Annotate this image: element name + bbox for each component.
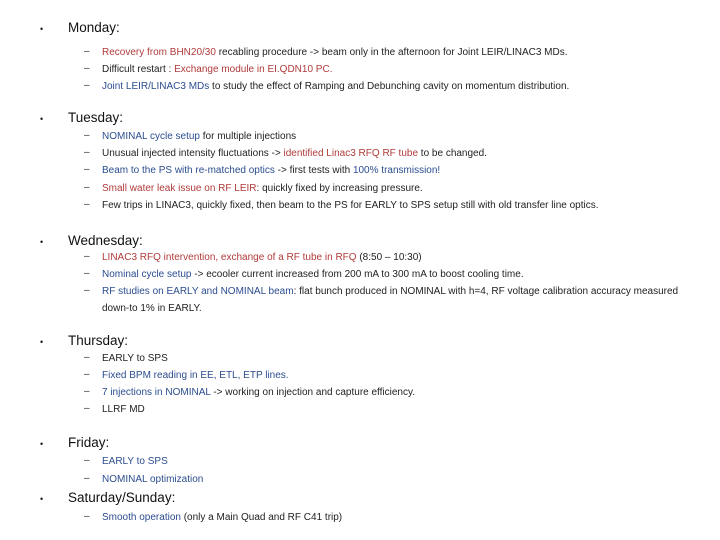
item-text: (8:50 – 10:30) (356, 252, 422, 263)
list-item (102, 44, 697, 61)
item-highlight: Nominal cycle setup (102, 269, 192, 280)
item-highlight: identified Linac3 RFQ RF tube (283, 148, 419, 159)
item-text: : flat bunch produced in NOMINAL with h=4, RF voltage calibration accuracy measured down-to 1% in EARLY. (102, 286, 679, 314)
item-text: Few trips in LINAC3, quickly fixed, then beam to the PS for EARLY to SPS setup still with old transfer line optics. (102, 200, 599, 211)
list-item (102, 266, 697, 283)
item-highlight: NOMINAL cycle setup (102, 131, 200, 142)
item-text: (only a Main Quad and RF C41 trip) (180, 512, 343, 523)
item-dash: – (84, 164, 90, 175)
item-text: -> ecooler current increased from 200 mA to 300 mA to boost cooling time. (191, 269, 524, 280)
list-item (102, 249, 697, 266)
item-text: to study the effect of Ramping and Debunching cavity on momentum distribution. (209, 81, 570, 92)
day-heading: Thursday: (68, 333, 129, 348)
item-dash: – (84, 386, 90, 397)
item-dash: – (84, 511, 90, 522)
list-item (102, 350, 697, 367)
item-dash: – (84, 199, 90, 210)
day-heading: Monday: (68, 20, 120, 35)
item-text: -> first tests with (274, 165, 353, 176)
list-item (102, 401, 697, 418)
day-bullet: • (40, 24, 44, 34)
day-heading: Friday: (68, 435, 110, 450)
day-bullet: • (40, 237, 44, 247)
list-item (102, 61, 697, 78)
item-text: EARLY to SPS (102, 353, 168, 364)
item-text: -> working on injection and capture efficiency. (210, 387, 416, 398)
item-dash: – (84, 455, 90, 466)
item-dash: – (84, 369, 90, 380)
item-text: recabling procedure -> beam only in the afternoon for Joint LEIR/LINAC3 MDs. (215, 47, 568, 58)
day-bullet: • (40, 494, 44, 504)
item-highlight: 100% transmission! (352, 165, 441, 176)
item-highlight: Exchange module in EI.QDN10 PC. (174, 64, 333, 75)
list-item (102, 509, 697, 526)
day-bullet: • (40, 337, 44, 347)
list-item (102, 453, 697, 470)
item-text: LLRF MD (102, 404, 145, 415)
item-text: for multiple injections (200, 131, 297, 142)
item-text: : quickly fixed by increasing pressure. (256, 183, 423, 194)
list-item (102, 367, 697, 384)
item-highlight: LINAC3 RFQ intervention, exchange of a RF tube in RFQ (102, 252, 357, 263)
item-dash: – (84, 268, 90, 279)
item-highlight: Recovery from BHN20/30 (102, 47, 216, 58)
item-highlight: EARLY to SPS (102, 456, 168, 467)
item-highlight: NOMINAL optimization (102, 474, 204, 485)
day-bullet: • (40, 114, 44, 124)
item-dash: – (84, 46, 90, 57)
item-dash: – (84, 473, 90, 484)
item-text: Unusual injected intensity fluctuations -> (102, 148, 284, 159)
item-dash: – (84, 403, 90, 414)
item-highlight: Fixed BPM reading in EE, ETL, ETP lines. (102, 370, 289, 381)
list-item (102, 283, 697, 317)
item-text: to be changed. (418, 148, 487, 159)
item-highlight: Beam to the PS with re-matched optics (102, 165, 275, 176)
list-item (102, 162, 697, 179)
day-bullet: • (40, 439, 44, 449)
item-highlight: Joint LEIR/LINAC3 MDs (102, 81, 210, 92)
item-highlight: RF studies on EARLY and NOMINAL beam (102, 286, 294, 297)
list-item (102, 180, 697, 197)
list-item (102, 78, 697, 95)
item-text: Difficult restart : (102, 64, 175, 75)
list-item (102, 384, 697, 401)
item-dash: – (84, 130, 90, 141)
list-item (102, 471, 697, 488)
item-highlight: 7 injections in NOMINAL (102, 387, 211, 398)
list-item (102, 128, 697, 145)
item-dash: – (84, 147, 90, 158)
day-heading: Saturday/Sunday: (68, 490, 176, 505)
day-heading: Wednesday: (68, 233, 143, 248)
item-dash: – (84, 182, 90, 193)
list-item (102, 145, 697, 162)
item-dash: – (84, 352, 90, 363)
item-dash: – (84, 251, 90, 262)
day-heading: Tuesday: (68, 110, 124, 125)
item-highlight: Smooth operation (102, 512, 181, 523)
item-highlight: Small water leak issue on RF LEIR (102, 183, 257, 194)
item-dash: – (84, 285, 90, 296)
item-dash: – (84, 63, 90, 74)
item-dash: – (84, 80, 90, 91)
list-item (102, 197, 697, 214)
